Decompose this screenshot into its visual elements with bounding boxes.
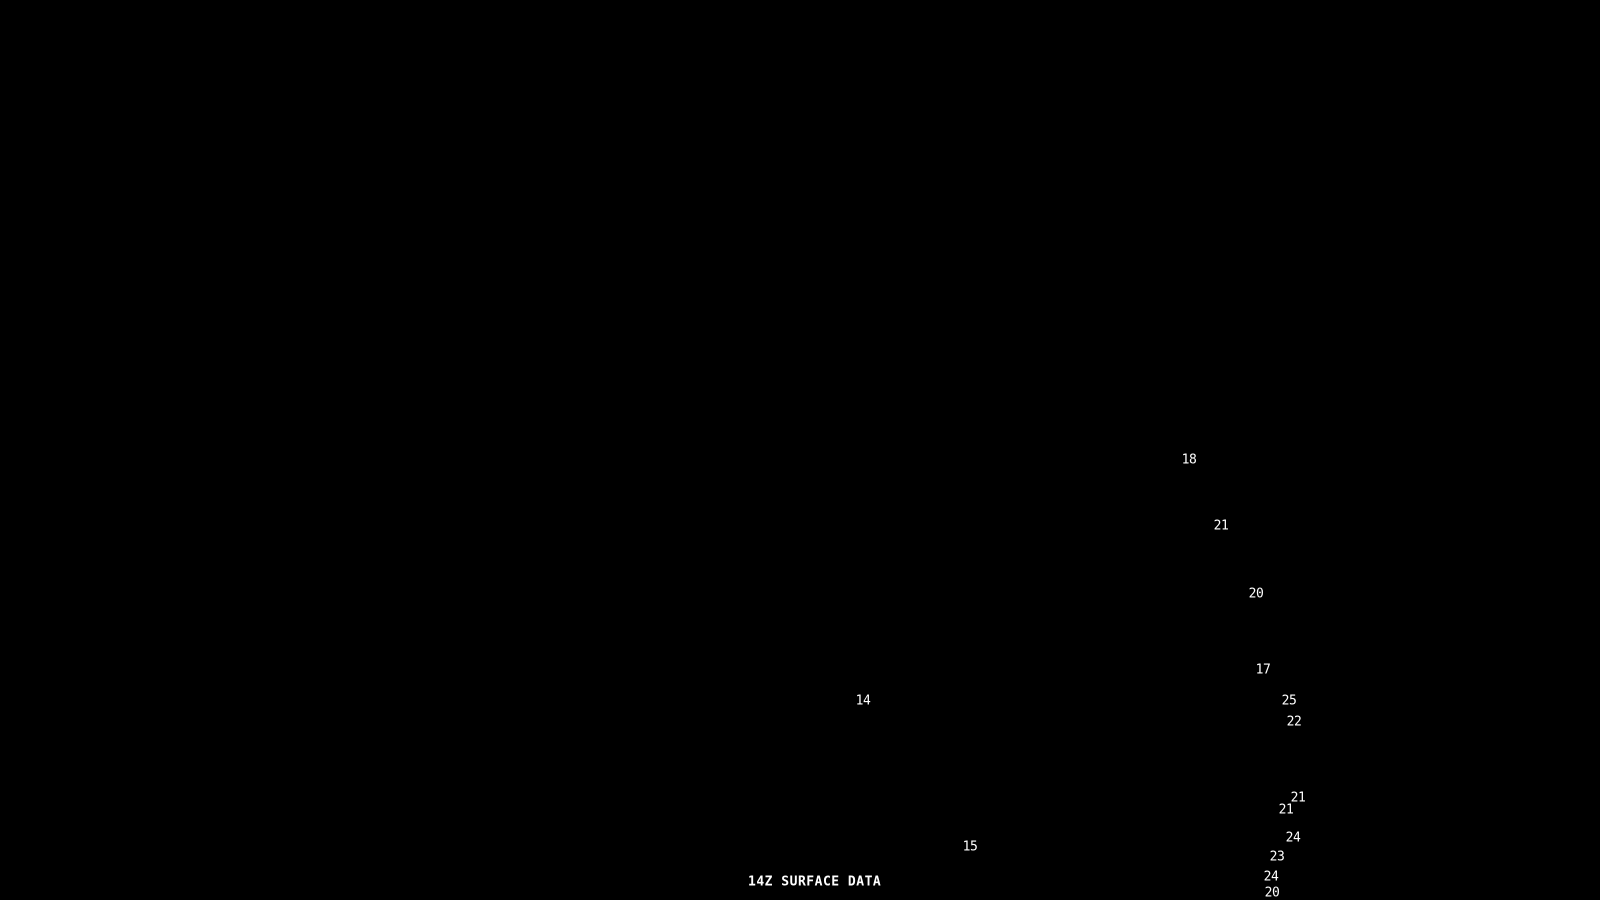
- station-value: 24: [1263, 869, 1279, 885]
- plot-title: 14Z SURFACE DATA: [748, 874, 882, 890]
- station-value: 21: [1290, 790, 1306, 806]
- station-value: 20: [1248, 586, 1264, 602]
- station-value: 25: [1281, 693, 1297, 709]
- station-value: 21: [1213, 518, 1229, 534]
- station-value: 22: [1286, 714, 1302, 730]
- station-value: 20: [1264, 885, 1280, 900]
- station-value: 15: [962, 839, 978, 855]
- station-value: 18: [1181, 452, 1197, 468]
- station-value: 14: [855, 693, 871, 709]
- station-value: 21: [1278, 802, 1294, 818]
- station-value: 23: [1269, 849, 1285, 865]
- station-value: 24: [1285, 830, 1301, 846]
- station-value: 17: [1255, 662, 1271, 678]
